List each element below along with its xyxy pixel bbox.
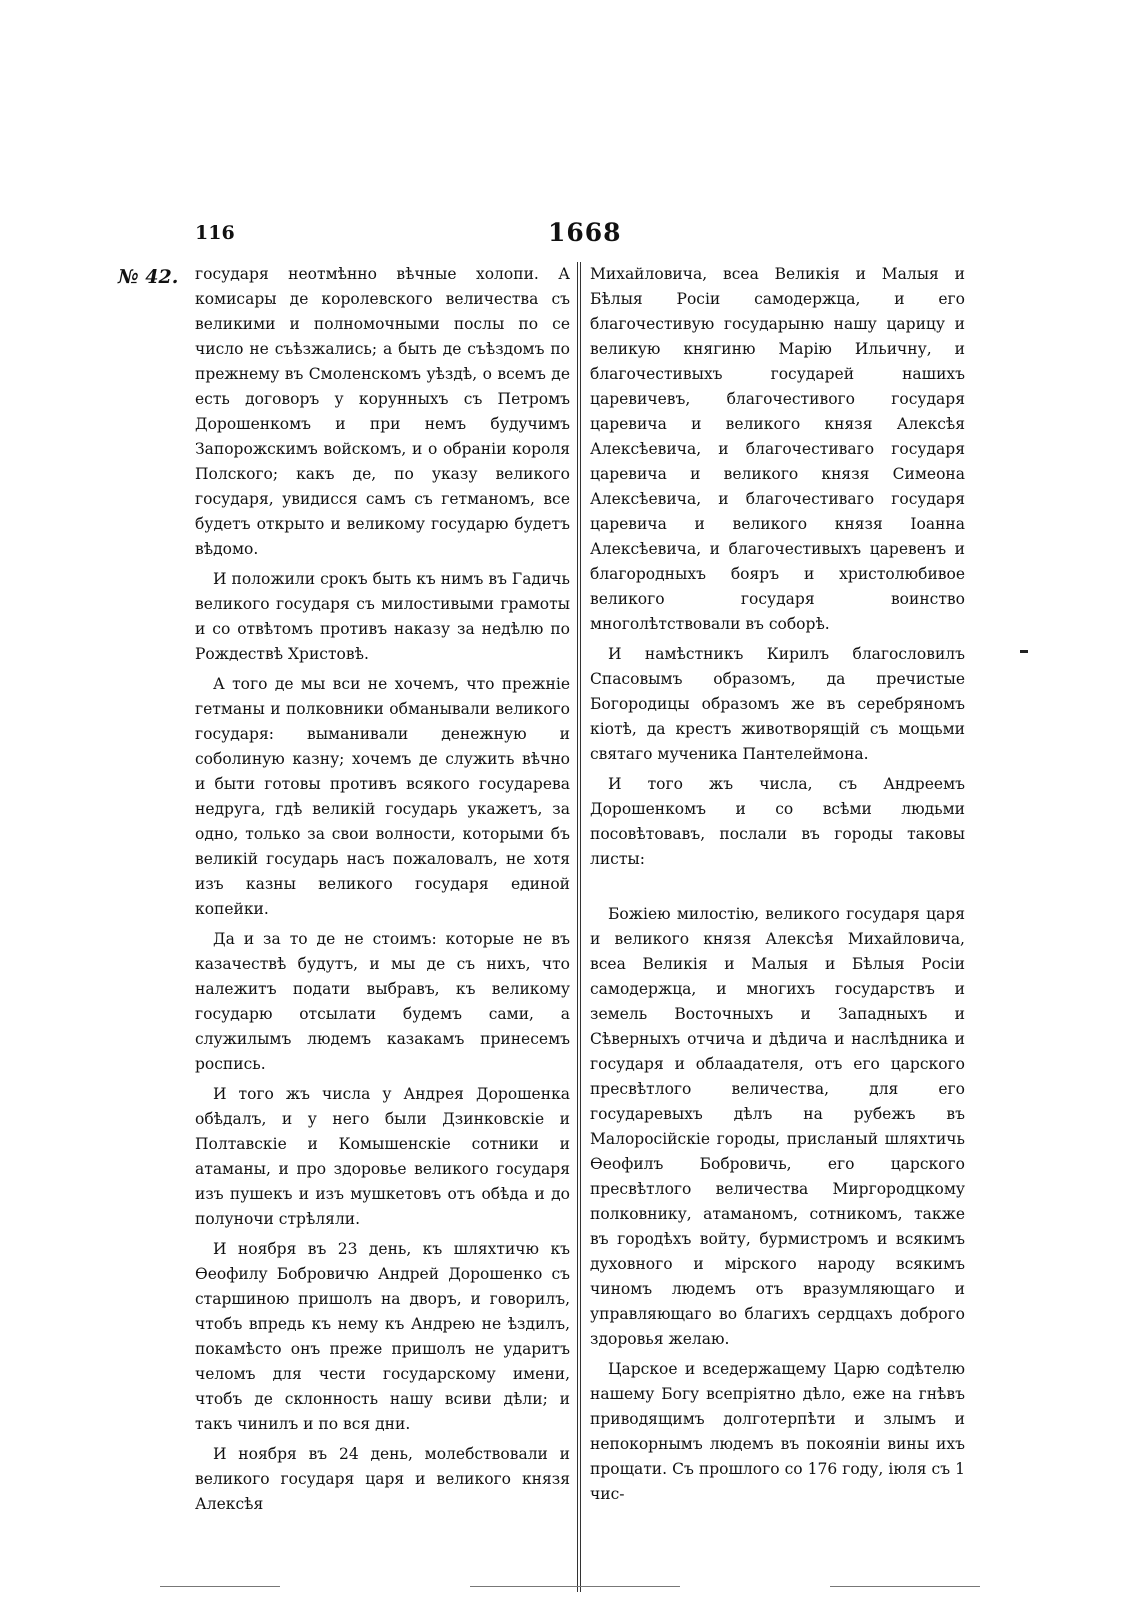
left-paragraph-3: А того де мы вси не хочемъ, что прежніе гетманы и полковники обманывали великого государя: выманивали денежную и соболиную казну; хочемъ де служить вѣчно и быти готовы противъ всякого государева недруга, гдѣ великій государь укажетъ, за одно, только за свои волности, которыми бъ великій государь насъ пожаловалъ, не хотя изъ казны великого государя единой копейки. (195, 675, 570, 918)
right-paragraph-5: Царское и вседержащему Царю содѣтелю нашему Богу всепріятно дѣло, еже на гнѣвъ приводящимъ долготерпѣти и злымъ и непокорнымъ людемъ въ покояніи вины ихъ прощати. Съ прошлого со 176 году, іюля съ 1 чис- (590, 1360, 965, 1503)
page-number: 116 (195, 222, 235, 244)
left-paragraph-4: Да и за то де не стоимъ: которые не въ казачествѣ будутъ, и мы де съ нихъ, что належитъ подати выбравъ, къ великому государю отсылати будемъ сами, а служилымъ людемъ казакамъ принесемъ роспись. (195, 930, 570, 1073)
bottom-rule-left (160, 1586, 280, 1587)
margin-mark (1020, 650, 1028, 653)
left-text-column (195, 262, 570, 1517)
right-text-column (590, 262, 965, 1507)
right-paragraph-4: Божіею милостію, великого государя царя и великого князя Алексѣя Михайловича, всеа Великія и Малыя и Бѣлыя Росіи самодержца, и многихъ государствъ и земель Восточныхъ и Западныхъ и Сѣверныхъ отчича и дѣдича и наслѣдника и государя и облаадателя, отъ его царского пресвѣтлого величества, для его государевыхъ дѣлъ на рубежъ въ Малоросійскіе городы, присланый шляхтичь Ѳеофилъ Бобровичь, его царского пресвѣтлого величества Миргородцкому полковнику, атаманомъ, сотникомъ, также въ городѣхъ войту, бурмистромъ и всякимъ духовного и мірского народу всякимъ чиномъ людемъ отъ вразумляющаго и управляющаго во благихъ сердцахъ доброго здоровья желаю. (590, 905, 965, 1348)
column-divider (577, 262, 581, 1592)
left-paragraph-1: государя неотмѣнно вѣчные холопи. А комисары де королевского величества съ великими и полномочными послы по се число не съѣзжались; а быть де съѣздомъ по прежнему въ Смоленскомъ уѣздѣ, о всемъ де есть договоръ у корунныхъ съ Петромъ Дорошенкомъ и при немъ будучимъ Запорожскимъ войскомъ, и о обраніи короля Полского; какъ де, по указу великого государя, увидисся самъ съ гетманомъ, все будетъ открыто и великому государю будетъ вѣдомо. (195, 265, 570, 558)
right-paragraph-3: И того жъ числа, съ Андреемъ Дорошенкомъ и со всѣми людьми посовѣтовавъ, послали въ городы таковы листы: (590, 775, 965, 868)
bottom-rule-right (830, 1586, 980, 1587)
document-number: № 42. (118, 266, 179, 288)
bottom-rule-center (470, 1586, 680, 1587)
left-paragraph-7: И ноября въ 24 день, молебствовали и великого государя царя и великого князя Алексѣя (195, 1445, 570, 1513)
page-year-heading: 1668 (548, 218, 622, 247)
left-paragraph-6: И ноября въ 23 день, къ шляхтичю къ Ѳеофилу Бобровичю Андрей Дорошенко съ старшиною пришолъ на дворъ, и говорилъ, чтобъ впредь къ нему къ Андрею не ѣздилъ, покамѣсто онъ преже пришолъ не ударитъ челомъ для чести государскому имени, чтобъ де склонность нашу всиви дѣли; и такъ чинилъ и по вся дни. (195, 1240, 570, 1433)
right-paragraph-1: Михайловича, всеа Великія и Малыя и Бѣлыя Росіи самодержца, и его благочестивую государыню нашу царицу и великую княгиню Марію Ильичну, и благочестивыхъ государей нашихъ царевичевъ, благочестивого государя царевича и великого князя Алексѣя Алексѣевича, и благочестиваго государя царевича и великого князя Симеона Алексѣевича, и благочестиваго государя царевича и великого князя Іоанна Алексѣевича, и благочестивыхъ царевенъ и благородныхъ бояръ и христолюбивое великого государя воинство многолѣтствовали въ соборѣ. (590, 265, 965, 633)
left-paragraph-5: И того жъ числа у Андрея Дорошенка обѣдалъ, и у него были Дзинковскіе и Полтавскіе и Комышенскіе сотники и атаманы, и про здоровье великого государя изъ пушекъ и изъ мушкетовъ отъ обѣда и до полуночи стрѣляли. (195, 1085, 570, 1228)
right-paragraph-2: И намѣстникъ Кирилъ благословилъ Спасовымъ образомъ, да пречистые Богородицы образомъ же въ серебряномъ кіотѣ, да крестъ животворящій съ мощьми святаго мученика Пантелеймона. (590, 645, 965, 763)
left-paragraph-2: И положили срокъ быть къ нимъ въ Гадичь великого государя съ милостивыми грамоты и со отвѣтомъ противъ наказу за недѣлю по Рождествѣ Христовѣ. (195, 570, 570, 663)
